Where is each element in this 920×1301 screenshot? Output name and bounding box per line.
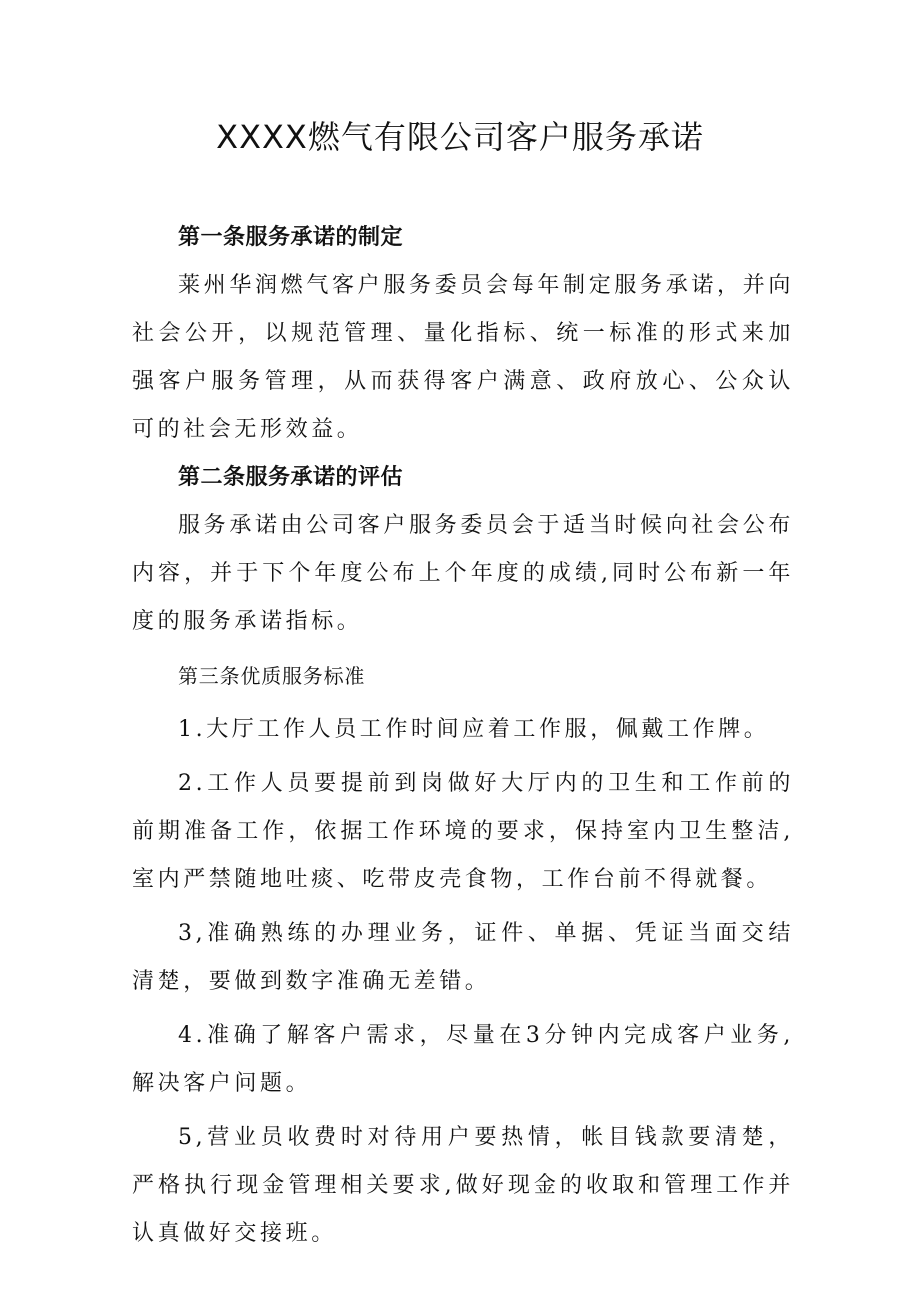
list-item-2: 2.工作人员要提前到岗做好大厅内的卫生和工作前的前期准备工作，依据工作环境的要求，保持室内卫生整洁,室内严禁随地吐痰、吃带皮壳食物，工作台前不得就餐。 [132, 771, 794, 892]
list-item-5: 5,营业员收费时对待用户要热情，帐目钱款要清楚，严格执行现金管理相关要求,做好现金的收取和管理工作并认真做好交接班。 [132, 1125, 794, 1246]
paragraph-2: 服务承诺由公司客户服务委员会于适当时候向社会公布内容，并于下个年度公布上个年度的成绩,同时公布新一年度的服务承诺指标。 [132, 513, 794, 634]
section-heading-2: 第二条服务承诺的评估 [178, 465, 404, 490]
list-item-4: 4.准确了解客户需求，尽量在3分钟内完成客户业务,解决客户问题。 [132, 1023, 794, 1096]
section-heading-1: 第一条服务承诺的制定 [178, 225, 404, 250]
paragraph-1: 莱州华润燃气客户服务委员会每年制定服务承诺，并向社会公开，以规范管理、量化指标、统一标准的形式来加强客户服务管理，从而获得客户满意、政府放心、公众认可的社会无形效益。 [132, 273, 794, 442]
list-item-1: 1.大厅工作人员工作时间应着工作服，佩戴工作牌。 [178, 717, 770, 742]
document-body [132, 214, 794, 1258]
document-title: XXXX燃气有限公司客户服务承诺 [216, 118, 704, 156]
list-item-3: 3,准确熟练的办理业务，证件、单据、凭证当面交结清楚，要做到数字准确无差错。 [132, 921, 794, 994]
section-heading-3: 第三条优质服务标准 [178, 664, 366, 688]
